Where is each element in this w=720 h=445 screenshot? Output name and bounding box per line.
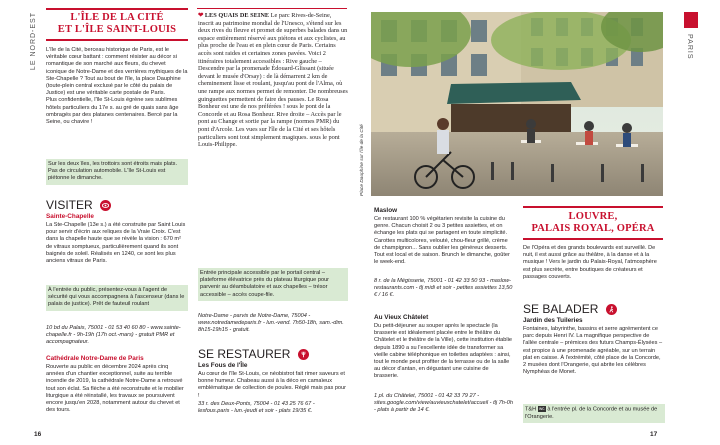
page-number-left: 16 — [34, 431, 42, 438]
tuileries-title: Jardin des Tuileries — [523, 317, 583, 324]
balader-heading — [523, 302, 617, 316]
intro-text: L'île de la Cité, berceau historique de Paris, est le véritable cœur battant : comment résister au décor si romantique de son marché aux fleurs, du chevet iconique de Notre-Dame et des verrières mythiques de la Ste-Chapelle ? Tout au bout de l'île, la place Dauphine (toute-plein central exclusé par le côté du palais de Justice) est une véritable carte postale de Paris. Plus confidentielle, l'île St-Louis égrène ses sublimes hôtels particuliers du 17e s. au gré de quais sans âge ombragés par des platanes centenaires. Bercé par la Seine, ou chavire ! — [46, 47, 188, 126]
section-vertical-label: LE NORD-EST — [30, 12, 37, 71]
quais-text: Le parc Rives-de-Seine, inscrit au patrimoine mondial de l'Unesco, s'étend sur les deux rives du fleuve et promet de superbes balades dans un espace entièrement réservé aux piétons et aux cyclistes, au plus proche de l'eau et en plein cœur de Paris. Certains accès sont raides et certaines zones pavées. Voici 2 itinéraires totalement accessibles : Rive gauche – Descendre par la promenade Édouard-Glissant (située devant le musée d'Orsay) : de là démarrent 2 km de cheminement lisse et roulant, jusqu'au pont de l'Alma, où une rampe aux normes permet de remonter. De nombreuses guinguettes permettent de faire des pauses. Le Rosa Bonheur est une de nos préférées ! sous le pont de la Concorde et au Rosa Bonheur. Rive droite – Accès par le pont au Change et sortie par la rampe (normes PMR) du pont d'Arcole. Les vues sur l'île de la Cité et ses hôtels particuliers sont tout simplement magiques. sous le pont Louis-Philippe. — [198, 12, 348, 149]
section-title: L'ÎLE DE LA CITÉ ET L'ÎLE SAINT-LOUIS — [57, 12, 177, 35]
tuileries-access-note-text: à l'entrée pl. de la Concorde et au musée de l'Orangerie. — [525, 406, 658, 420]
photo-credit: Place Dauphine sur l'île de la Cité — [360, 124, 365, 196]
vieux-chatelet-info: 1 pl. du Châtelet, 75001 - 01 42 33 79 27 - sites.google.com/view/auvieuxchatelet/accueil - tlj 7h-0h - plats à partir de 14 €. — [374, 393, 513, 414]
fork-icon — [298, 349, 309, 360]
sainte-chapelle-access-note: À l'entrée du public, présentez-vous à l'agent de sécurité qui vous accompagnera à l'ascenseur (dans le palais de justice). Prêt de fauteuil roulant — [46, 285, 188, 311]
restaurer-heading — [198, 347, 309, 361]
louvre-title: LOUVRE, PALAIS ROYAL, OPÉRA — [531, 211, 655, 234]
title-rule — [46, 8, 188, 10]
restaurer-label: SE RESTAURER — [198, 347, 291, 361]
louvre-rule — [523, 206, 663, 208]
notre-dame-info: Notre-Dame - parvis de Notre-Dame, 75004 - www.notredamedeparis.fr - lun.-vend. 7h50-18h, sam.-dim. 8h15-19h15 - gratuit. — [198, 313, 344, 334]
louvre-rule-bottom — [523, 238, 663, 240]
toilet-icon: wc — [539, 406, 545, 411]
title-rule-bottom — [46, 39, 188, 41]
visiter-heading — [46, 198, 111, 212]
city-vertical-label: PARIS — [686, 34, 693, 60]
page-number-right: 17 — [650, 431, 658, 438]
notre-dame-title: Cathédrale Notre-Dame de Paris — [46, 355, 144, 362]
walk-icon — [606, 304, 617, 315]
tuileries-text: Fontaines, labyrinthe, bassins et serre agrémentent ce parc depuis Henri IV. La magnifique perspective de l'allée centrale – prémices des futurs Champs-Élysées – est propice à une promenade agréable, sur un terrain plat en caisse. À l'extrémité, côté place de la Concorde, 2 musées dont l'Orangerie, qui abrite les célèbres Nymphéas de Monet. — [523, 326, 663, 376]
sainte-chapelle-title: Sainte-Chapelle — [46, 213, 94, 220]
th-label: T&H — [525, 406, 537, 413]
eye-icon — [100, 200, 111, 211]
fous-title: Les Fous de l'Île — [198, 362, 248, 369]
vieux-chatelet-title: Au Vieux Châtelet — [374, 314, 429, 321]
accessibility-note: Sur les deux îles, les trottoirs sont étroits mais plats. Pas de circulation automobile. L'île St-Louis est piétonne le dimanche. — [46, 159, 188, 185]
notre-dame-text: Rouverte au public en décembre 2024 après cinq années d'un chantier exceptionnel, suite au terrible incendie de 2019, la cathédrale Notre-Dame a retrouvé tout son éclat. Sa flèche a été reconstruite et le mobilier liturgique a été réinstallé, les travaux se poursuivent encore jusqu'en 2028, notamment autour du chevet et des tours. — [46, 364, 184, 414]
quais-rule — [197, 8, 347, 9]
sainte-chapelle-info: 10 bd du Palais, 75001 - 01 53 40 60 80 - www.sainte-chapelle.fr - 9h-19h (17h oct.-mars) - gratuit PMR et accompagnateur. — [46, 325, 181, 346]
fous-info: 33 r. des Deux-Ponts, 75004 - 01 43 25 76 67 - lesfous.paris - lun.-jeudi et soir - plats 19/35 €. — [198, 401, 315, 415]
balader-label: SE BALADER — [523, 302, 599, 316]
maslow-text: Ce restaurant 100 % végétarien revisite la cuisine du genre. Chacun choisit 2 ou 3 petites assiettes, et on échange les plats qui se partagent en toute simplicité. Carottes multicolores, velouté, chou-fleur grillé, crème de champignon... Sans oublier les généreux desserts. Tout est local et de saison. Brunch le dimanche, goûter le week-end. — [374, 216, 510, 266]
maslow-title: Maslow — [374, 207, 398, 214]
quais-box — [198, 12, 348, 149]
vieux-chatelet-text: Du petit-déjeuner au souper après le spectacle (la brasserie est idéalement placée entre le théâtre du Châtelet et le théâtre de la Ville), cette institution établie depuis 1890 a su l'excellente idée de transformer sa vieille cabine téléphonique en toilettes adaptées : ainsi, tout le monde peut profiter de la terrasse ou de la salle au décor d'antan, en dégustant une cuisine de brasserie. — [374, 323, 512, 380]
sainte-chapelle-text: La Ste-Chapelle (13e s.) a été construite par Saint Louis pour servir d'écrin aux reliques de la Vraie Croix. C'est dans la chapelle haute que se révèle la vision : 670 m² de vitraux somptueux, particulièrement quand ils sont baignés de soleil. Réalisés en 1240, ce sont les plus anciens vitraux de Paris. — [46, 222, 186, 265]
visiter-label: VISITER — [46, 198, 93, 212]
quais-title: LES QUAIS DE SEINE — [204, 12, 270, 19]
heart-icon: ❤ — [198, 12, 204, 19]
tuileries-access-note — [523, 404, 665, 423]
fous-text: Au cœur de l'île St-Louis, ce néobistrot fait rimer saveurs et bonne humeur. Chabeau aussi à la déco en camaïeux emblématique de collection de poules. Réglé mais pas pour ! — [198, 371, 347, 399]
louvre-text: De l'Opéra et des grands boulevards est surveillé. De nuit, il est aussi grâce au théâtre, à la danse et à la musique ! Vers le jardin du Palais-Royal, l'atmosphère est plus secrète, entre boutiques de créateurs et passages couverts. — [523, 245, 657, 280]
notre-dame-access-note: Entrée principale accessible par le portail central – plateforme élévatrice près du plateau liturgique pour parvenir au déambulatoire et aux chapelles – trésor accessible – accès coupe-file. — [198, 268, 348, 301]
section-tab — [684, 12, 698, 28]
place-dauphine-photo — [371, 12, 663, 196]
maslow-info: 8 r. de la Mégisserie, 75001 - 01 42 33 50 93 - maslow-restaurants.com - tlj midi et soir - petites assiettes 13,50 € / 16 €. — [374, 278, 513, 299]
